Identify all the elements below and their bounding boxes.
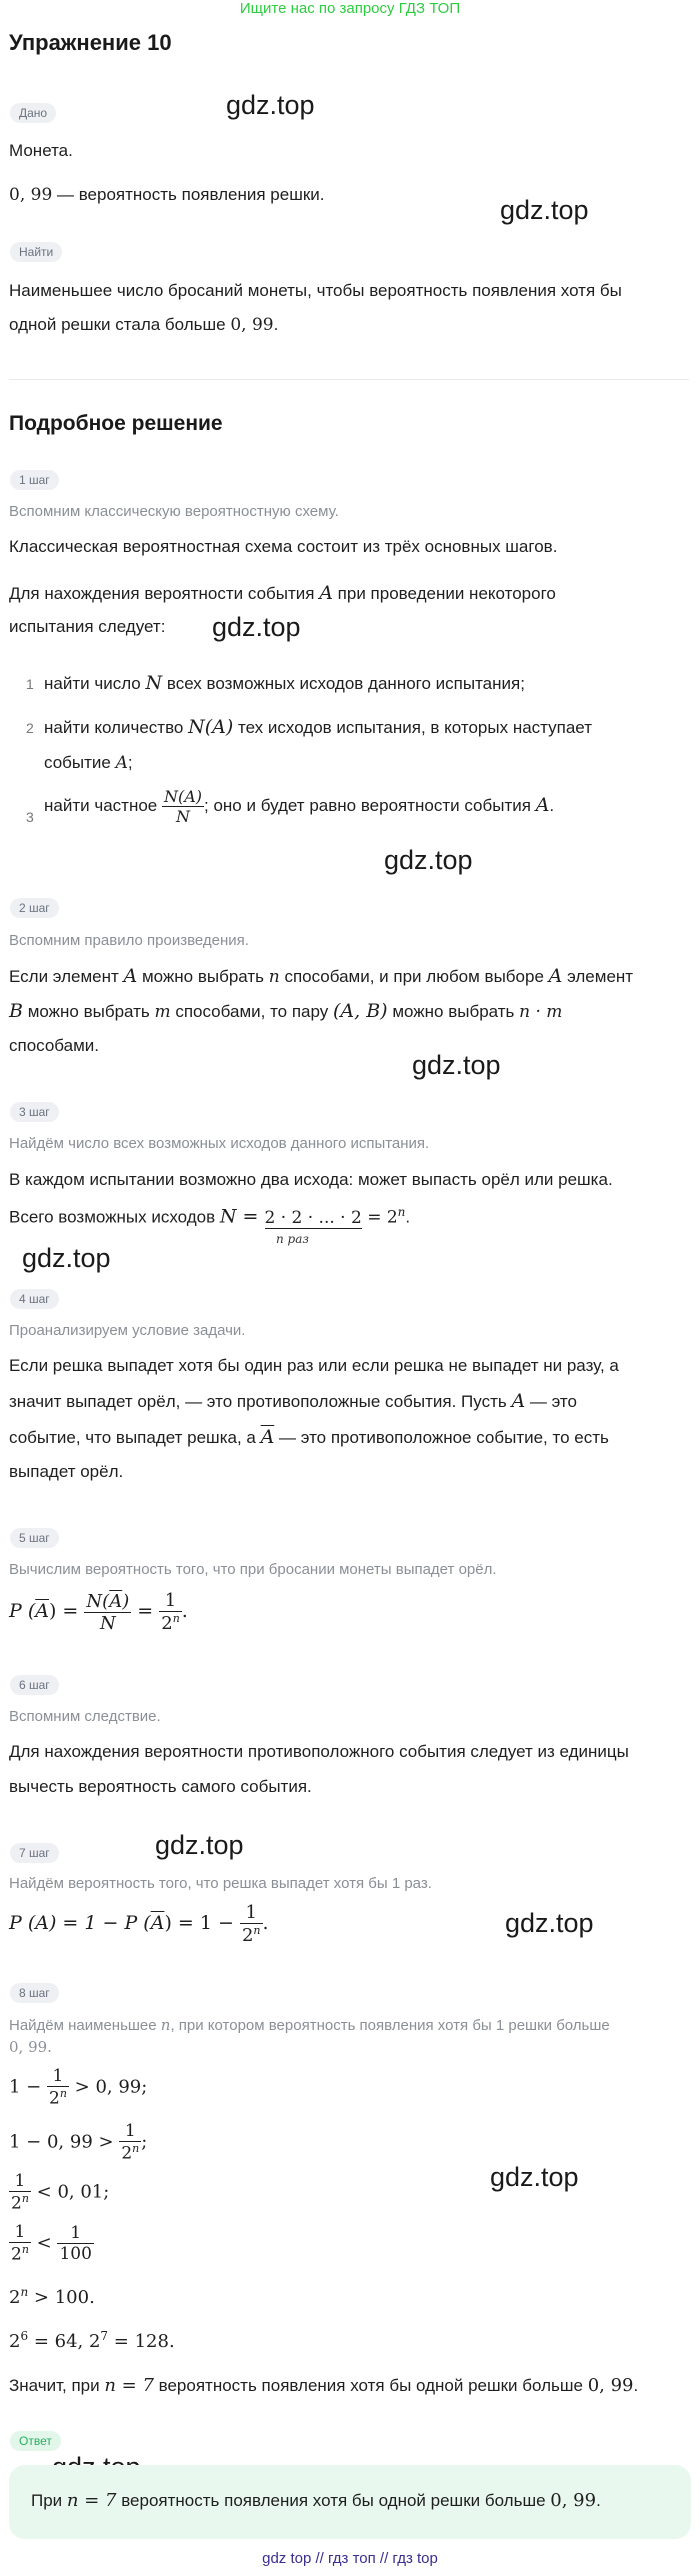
- den-base: 2: [49, 2088, 60, 2109]
- math: A: [548, 965, 563, 987]
- numerator: 1: [14, 2222, 26, 2242]
- denominator: [240, 1923, 263, 1946]
- den-base: 2: [121, 2143, 133, 2164]
- denominator: [47, 2086, 69, 2109]
- math: n: [268, 967, 280, 987]
- list-number: 1: [26, 676, 34, 692]
- text: событие: [44, 753, 116, 772]
- text: всех возможных исходов данного испытания;: [162, 674, 525, 693]
- math: N =: [219, 1205, 265, 1228]
- math: A: [123, 965, 138, 987]
- step-4-badge: 4 шаг: [10, 1289, 59, 1309]
- numerator: [84, 1591, 131, 1612]
- list-item: [44, 787, 554, 826]
- find-end: .: [273, 315, 279, 334]
- step-2-hint: Вспомним правило произведения.: [9, 932, 249, 949]
- text: Если элемент: [9, 967, 124, 986]
- exponent: n: [20, 2285, 29, 2299]
- exponent: n: [172, 1612, 180, 1625]
- find-text: одной решки стала больше: [9, 315, 231, 334]
- math: 2: [9, 2287, 21, 2308]
- den-base: 2: [11, 2244, 22, 2265]
- given-p: 0, 99: [9, 185, 53, 205]
- den-base: 2: [161, 1613, 173, 1634]
- text: Найдём наименьшее: [9, 2017, 161, 2034]
- step-3-hint: Найдём число всех возможных исходов данного испытания.: [9, 1135, 430, 1152]
- text: тех исходов испытания, в которых наступает: [233, 718, 592, 737]
- inequality-1: [9, 2066, 147, 2109]
- math: A: [511, 1390, 526, 1412]
- step-5-formula: [9, 1590, 188, 1634]
- step-5-badge: 5 шаг: [10, 1528, 59, 1548]
- fraction: [57, 2223, 93, 2264]
- math: A: [115, 753, 128, 773]
- step-8-hint: [9, 2016, 610, 2034]
- step-2-text: [9, 1000, 562, 1022]
- fraction: [47, 2066, 69, 2109]
- text: .: [405, 1207, 411, 1227]
- fraction: [9, 2171, 31, 2214]
- numerator: 1: [245, 1902, 257, 1923]
- math: N: [145, 672, 163, 694]
- text: Для нахождения вероятности события: [9, 584, 320, 603]
- text: можно выбрать: [22, 1002, 155, 1021]
- denominator: 100: [59, 2243, 92, 2264]
- num-part: $\overline{A}$: [109, 1590, 123, 1612]
- list-number: 2: [26, 720, 34, 736]
- step-7-formula: [9, 1902, 269, 1946]
- numerator: 1: [70, 2222, 82, 2243]
- watermark: gdz.top: [212, 612, 301, 642]
- watermark: gdz.top: [505, 1908, 594, 1938]
- text: — это: [525, 1392, 577, 1411]
- step-3-text: [9, 1205, 410, 1228]
- footer-links[interactable]: gdz top // гдз топ // гдз top: [262, 2550, 438, 2567]
- math: = 128.: [108, 2331, 175, 2352]
- step-6-badge: 6 шаг: [10, 1675, 59, 1695]
- step-2-badge: 2 шаг: [10, 898, 59, 918]
- step-4-hint: Проанализируем условие задачи.: [9, 1322, 246, 1339]
- divider: [9, 379, 689, 380]
- step-5-hint: Вычислим вероятность того, что при бросании монеты выпадет орёл.: [9, 1561, 497, 1578]
- math: ;: [141, 2131, 148, 2153]
- list-item: [44, 672, 525, 694]
- math: .: [262, 1912, 269, 1934]
- num-part: N(: [86, 1590, 110, 1612]
- math: ) = 1 −: [164, 1912, 234, 1934]
- math: n · m: [519, 1002, 563, 1022]
- given-text: — вероятность появления решки.: [52, 185, 325, 204]
- numerator: 1: [164, 1590, 177, 1611]
- text: , при котором вероятность появления хотя бы 1 решки больше: [170, 2017, 610, 2034]
- math: = 2: [361, 1207, 398, 1228]
- math: = 64, 2: [28, 2331, 101, 2352]
- exponent: n: [132, 2142, 140, 2155]
- text: ;: [127, 753, 133, 772]
- denominator: [119, 2141, 141, 2164]
- step-8-badge: 8 шаг: [10, 1983, 59, 2003]
- find-badge: Найти: [10, 242, 62, 262]
- text: элемент: [562, 967, 634, 986]
- inequality-5: [9, 2285, 95, 2308]
- math: > 0, 99;: [74, 2076, 148, 2098]
- step-4-text: выпадет орёл.: [9, 1462, 124, 1481]
- step-1-text: испытания следует:: [9, 617, 166, 636]
- exponent: n: [21, 2243, 29, 2256]
- math: B: [9, 1000, 23, 1022]
- math: 0, 99: [587, 2375, 634, 2396]
- step-4-text: Если решка выпадет хотя бы один раз или если решка не выпадет ни разу, а: [9, 1356, 619, 1375]
- step-4-text: [9, 1390, 577, 1412]
- math: 1 −: [9, 2076, 42, 2098]
- fraction: [240, 1902, 263, 1946]
- find-line-2: [9, 315, 278, 335]
- math: m: [154, 1002, 171, 1022]
- find-line-1: Наименьшее число бросаний монеты, чтобы вероятность появления хотя бы: [9, 281, 622, 300]
- answer-badge: Ответ: [10, 2431, 61, 2451]
- exponent: n: [21, 2192, 29, 2205]
- text: .: [596, 2491, 601, 2510]
- list-item-cont: [44, 753, 133, 773]
- num-part: ): [122, 1590, 130, 1612]
- text: способами, и при любом выборе: [279, 967, 549, 986]
- exponent: n: [59, 2087, 67, 2100]
- math: P (A) = 1 − P (: [9, 1912, 151, 1934]
- text: — это противоположное событие, то есть: [274, 1428, 609, 1447]
- math: 2: [9, 2331, 21, 2352]
- step-2-text: способами.: [9, 1036, 100, 1055]
- step-3-text: В каждом испытании возможно два исхода: может выпасть орёл или решка.: [9, 1170, 613, 1189]
- math: > 100.: [28, 2287, 95, 2308]
- step-1-text: [9, 582, 556, 604]
- powers-line: [9, 2329, 175, 2352]
- text: вероятность появления хотя бы одной решки больше: [116, 2491, 551, 2510]
- fraction: [9, 2222, 31, 2265]
- math: n = 7: [104, 2375, 154, 2396]
- math: =: [137, 1600, 154, 1622]
- math: .: [181, 1600, 188, 1622]
- text: .: [549, 795, 555, 815]
- denominator: [9, 2191, 31, 2214]
- answer-text: [31, 2490, 601, 2511]
- math: P (: [9, 1600, 36, 1622]
- watermark: gdz.top: [155, 1830, 244, 1860]
- math: (A, B): [333, 1000, 388, 1022]
- denominator: [159, 1611, 182, 1634]
- text: .: [633, 2376, 639, 2395]
- math: N(A): [188, 716, 234, 738]
- denominator: N: [84, 1612, 131, 1634]
- step-1-text: Классическая вероятностная схема состоит из трёх основных шагов.: [9, 537, 558, 556]
- text: при проведении некоторого: [332, 584, 556, 603]
- fraction: [84, 1591, 131, 1634]
- step-1-badge: 1 шаг: [10, 470, 59, 490]
- math: $\overline{A}$: [260, 1426, 275, 1448]
- list-item: [44, 716, 592, 738]
- math: n = 7: [66, 2490, 117, 2511]
- given-badge: Дано: [10, 103, 56, 123]
- find-value: 0, 99: [230, 315, 274, 335]
- step-6-text: Для нахождения вероятности противоположного события следует из единицы: [9, 1742, 629, 1761]
- text: найти число: [44, 674, 146, 693]
- given-line-1: Монета.: [9, 141, 73, 160]
- conclusion: [9, 2375, 638, 2396]
- inequality-3: [9, 2171, 109, 2214]
- watermark: gdz.top: [490, 2162, 579, 2192]
- top-banner[interactable]: Ищите нас по запросу ГДЗ ТОП: [239, 0, 461, 17]
- given-line-2: [9, 185, 325, 205]
- math: 1 − 0, 99 >: [9, 2131, 114, 2153]
- page-title: Упражнение 10: [9, 30, 172, 55]
- math: 0, 99: [550, 2490, 597, 2511]
- inequality-2: [9, 2121, 147, 2164]
- watermark: gdz.top: [500, 195, 589, 225]
- text: найти количество: [44, 718, 189, 737]
- step-7-badge: 7 шаг: [10, 1843, 59, 1863]
- text: Всего возможных исходов: [9, 1207, 220, 1227]
- exponent: 7: [100, 2329, 109, 2343]
- fraction: [119, 2121, 141, 2164]
- step-4-text: [9, 1426, 609, 1448]
- math: A: [535, 793, 550, 816]
- exponent: n: [397, 1205, 406, 1219]
- den-base: 2: [241, 1925, 254, 1946]
- exponent: n: [253, 1924, 261, 1937]
- numerator: 1: [52, 2066, 64, 2086]
- watermark: gdz.top: [226, 90, 315, 120]
- text: способами, то пару: [170, 1002, 333, 1021]
- watermark: gdz.top: [384, 845, 473, 875]
- exponent: 6: [20, 2329, 29, 2343]
- math: < 0, 01;: [36, 2181, 110, 2203]
- numerator: N(A): [163, 787, 203, 806]
- den-base: 2: [11, 2193, 22, 2214]
- math: <: [36, 2232, 52, 2254]
- step-6-hint: Вспомним следствие.: [9, 1708, 161, 1725]
- step-3-badge: 3 шаг: [10, 1102, 59, 1122]
- fraction: [159, 1590, 182, 1634]
- numerator: 1: [14, 2171, 26, 2191]
- inequality-4: [9, 2222, 94, 2265]
- step-6-text: вычесть вероятность самого события.: [9, 1777, 312, 1796]
- text: Значит, при: [9, 2376, 105, 2395]
- denominator: N: [162, 806, 204, 826]
- text: событие, что выпадет решка, а: [9, 1428, 261, 1447]
- step-2-text: [9, 965, 633, 987]
- text: можно выбрать: [387, 1002, 520, 1021]
- text: значит выпадет орёл, — это противоположные события. Пусть: [9, 1392, 512, 1411]
- solution-title: Подробное решение: [9, 412, 223, 435]
- denominator: [9, 2242, 31, 2265]
- step-8-hint-cont: 0, 99.: [9, 2038, 52, 2056]
- watermark: gdz.top: [412, 1050, 501, 1080]
- watermark: gdz.top: [22, 1243, 111, 1273]
- list-number: 3: [26, 809, 34, 825]
- text: вероятность появления хотя бы одной решки больше: [153, 2376, 588, 2395]
- step-1-hint: Вспомним классическую вероятностную схему.: [9, 503, 339, 520]
- numerator: 1: [124, 2121, 136, 2141]
- text: найти частное: [44, 795, 162, 815]
- math: $\overline{A}$: [150, 1912, 165, 1934]
- text: ; оно и будет равно вероятности события: [204, 795, 536, 815]
- text: можно выбрать: [137, 967, 269, 986]
- math: n: [160, 2016, 171, 2034]
- math: ) =: [48, 1600, 79, 1622]
- math: A: [319, 582, 333, 604]
- text: При: [31, 2491, 67, 2510]
- step-7-hint: Найдём вероятность того, что решка выпадет хотя бы 1 раз.: [9, 1875, 432, 1892]
- math: $\overline{A}$: [35, 1600, 49, 1622]
- underbrace-expr: 2 · 2 · ... · 2: [264, 1207, 362, 1228]
- underbrace-label: n раз: [276, 1232, 309, 1246]
- fraction: [162, 787, 204, 826]
